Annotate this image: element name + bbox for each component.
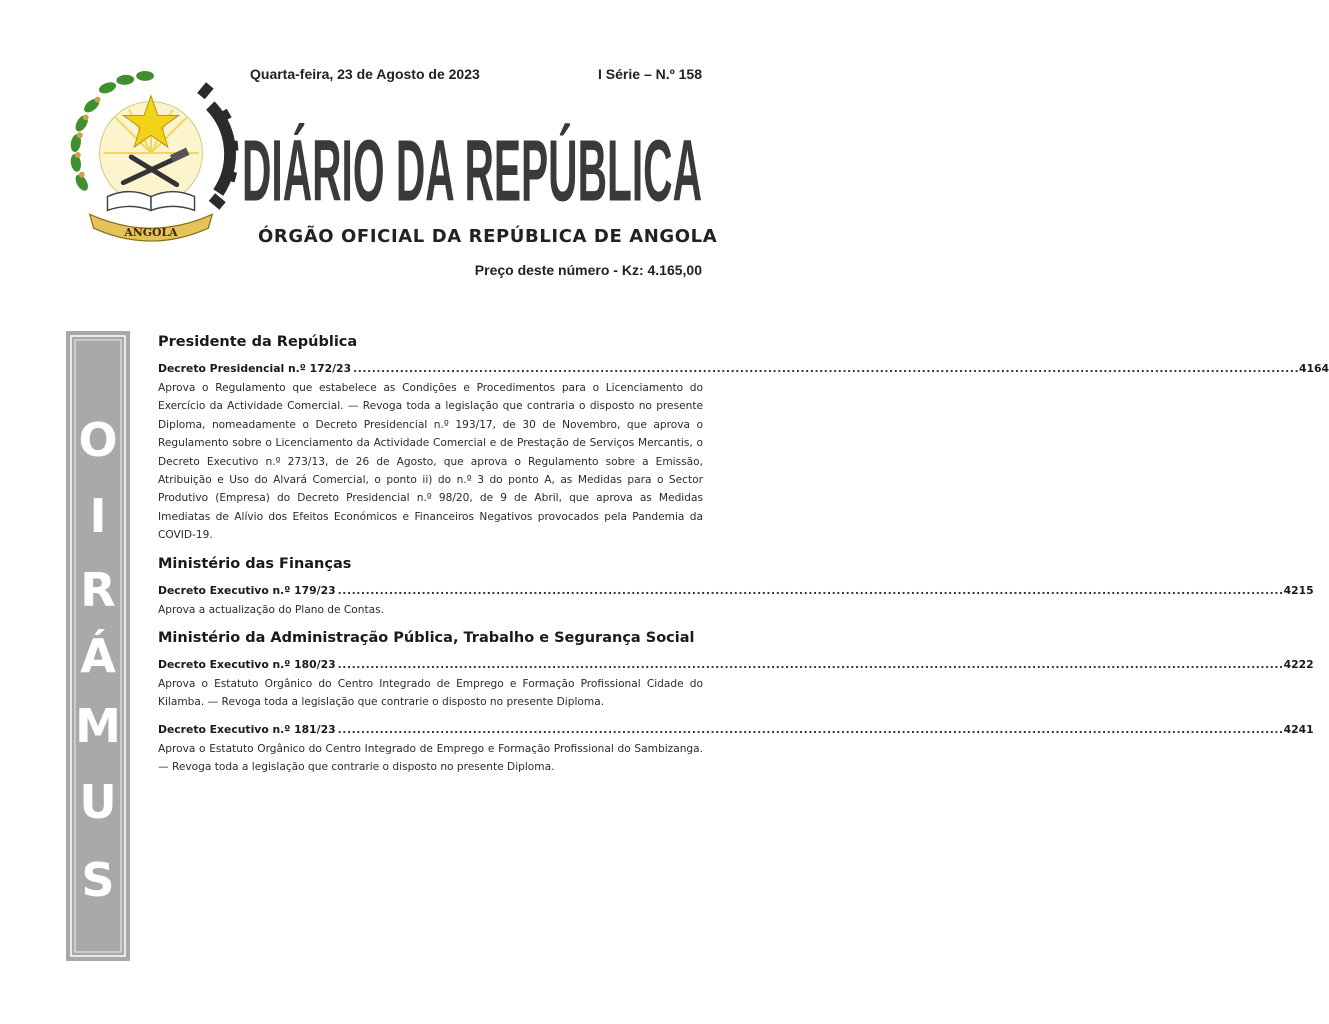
sidebar-letter: I [89,489,107,543]
sidebar-letter: U [79,775,117,829]
entry-name: Decreto Executivo n.º 181/23 [158,722,336,736]
sidebar-letter: R [80,563,116,617]
entry [158,361,1329,545]
entry-header[interactable] [158,657,1314,673]
entry [158,722,1314,777]
entry-name: Decreto Presidencial n.º 172/23 [158,362,352,375]
leader-dots [353,361,1297,377]
summary-content [158,333,1329,787]
entry-page: 4241 [1283,722,1314,736]
summary-sidebar [66,331,130,961]
leader-dots [338,657,1282,673]
entry-name: Decreto Executivo n.º 179/23 [158,583,336,597]
section-presidente [158,333,1329,545]
entry-text: Aprova o Estatuto Orgânico do Centro Integrado de Emprego e Formação Profissional do Sambizanga. — Revoga toda a legislação que contrarie o disposto no presente Diploma. [158,742,703,774]
issue-price: Preço deste número - Kz: 4.165,00 [474,262,702,278]
issue-series: I Série – N.º 158 [598,66,702,82]
entry [158,657,1314,712]
section-title: Ministério da Administração Pública, Trabalho e Segurança Social [158,630,695,647]
masthead-subtitle: ÓRGÃO OFICIAL DA REPÚBLICA DE ANGOLA [258,226,718,247]
sidebar-letter: M [75,699,121,753]
entry-text: Aprova o Regulamento que estabelece as Condições e Procedimentos para o Licenciamento do Exercício da Actividade Comercial. — Revoga toda a legislação que contraria o disposto no presente Diploma, nomeadamente o Decreto Presidencial n.º 193/17, de 30 de Novembro, que aprova o Regulamento sobre o Licenciamento da Actividade Comercial e de Prestação de Serviços Mercantis, o Decreto Executivo n.º 273/13, de 26 de Agosto, que aprova o Regulamento sobre a Emissão, Atribuição e Uso do Alvará Comercial, o ponto ii) do n.º 3 do ponto A, as Medidas para o Sector Produtivo (Empresa) do Decreto Presidencial n.º 98/20, de 9 de Abril, que aprova as Medidas Imediatas de Alívio dos Efeitos Económicos e Financeiros Negativos provocados pela Pandemia da COVID-19. [158,382,703,542]
entry-text: Aprova a actualização do Plano de Contas. [158,603,385,616]
sidebar-letter: O [78,413,118,467]
entry-page: 4222 [1283,658,1314,672]
leader-dots [338,722,1282,738]
entry-page: 4215 [1283,583,1314,597]
section-administracao [158,629,1314,777]
entry-header[interactable] [158,722,1314,738]
banner-text: ANGOLA [124,226,178,240]
entry-header[interactable] [158,583,1314,599]
issue-date: Quarta-feira, 23 de Agosto de 2023 [250,66,480,82]
entry-name: Decreto Executivo n.º 180/23 [158,658,336,672]
masthead-text: DIÁRIO DA REPÚBLICA [242,120,702,220]
section-title: Ministério das Finanças [158,555,352,572]
entry-text: Aprova o Estatuto Orgânico do Centro Integrado de Emprego e Formação Profissional Cidade do Kilamba. — Revoga toda a legislação que contrarie o disposto no presente Diploma. [158,678,703,709]
entry [158,583,1314,619]
section-financas [158,555,1314,619]
sidebar-letter: S [81,853,115,907]
sidebar-letter: Á [80,629,116,683]
entry-header[interactable] [158,361,1329,377]
angola-coat-of-arms-icon [62,66,240,244]
leader-dots [338,583,1282,599]
section-title: Presidente da República [158,334,358,350]
gear-icon [197,82,238,209]
entry-page: 4164 [1299,362,1329,375]
banner [90,214,213,241]
masthead-title [238,118,708,220]
